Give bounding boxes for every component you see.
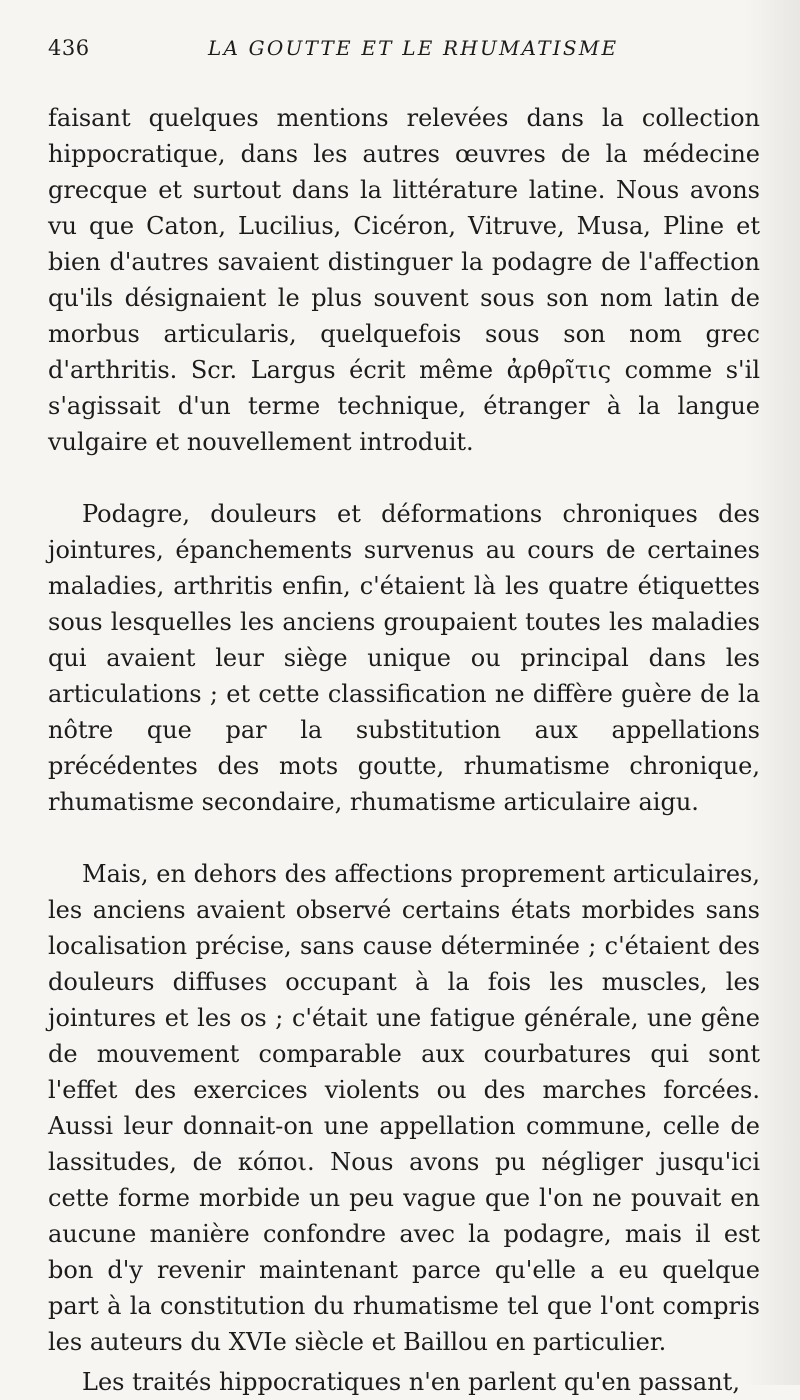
paragraph: Mais, en dehors des affections proprement articulaires, les anciens avaient observé certains états morbides sans localisation précise, sans cause déterminée ; c'étaient des douleurs diffuses occupant à la fois les muscles, les jointures et les os ; c'était une fatigue générale, une gêne de mouvement comparable aux courbatures qui sont l'effet des exercices violents ou des marches forcées. Aussi leur donnait-on une appellation commune, celle de lassitudes, de κόποι. Nous avons pu négliger jusqu'ici cette forme morbide un peu vague que l'on ne pouvait en aucune manière confondre avec la podagre, mais il est bon d'y revenir maintenant parce qu'elle a eu quelque part à la constitution du rhumatisme tel que l'ont compris les auteurs du XVIe siècle et Baillou en particulier. — [48, 860, 760, 1356]
body-text — [48, 100, 760, 1400]
page-number: 436 — [48, 36, 90, 60]
page-header — [48, 30, 760, 74]
paragraph: Les traités hippocratiques n'en parlent qu'en passant, — [82, 1368, 740, 1396]
running-title: LA GOUTTE ET LE RHUMATISME — [208, 36, 619, 60]
paragraph: Podagre, douleurs et déformations chroniques des jointures, épanchements survenus au cours de certaines maladies, arthritis enfin, c'étaient là les quatre étiquettes sous lesquelles les anciens groupaient toutes les maladies qui avaient leur siège unique ou principal dans les articulations ; et cette classification ne diffère guère de la nôtre que par la substitution aux appellations précédentes des mots goutte, rhumatisme chronique, rhumatisme secondaire, rhumatisme articulaire aigu. — [48, 500, 760, 816]
paragraph: faisant quelques mentions relevées dans la collection hippocratique, dans les autres œuvres de la médecine grecque et surtout dans la littérature latine. Nous avons vu que Caton, Lucilius, Cicéron, Vitruve, Musa, Pline et bien d'autres savaient distinguer la podagre de l'affection qu'ils désignaient le plus souvent sous son nom latin de morbus articularis, quelquefois sous son nom grec d'arthritis. Scr. Largus écrit même ἀρθρῖτις comme s'il s'agissait d'un terme technique, étranger à la langue vulgaire et nouvellement introduit. — [48, 104, 760, 456]
